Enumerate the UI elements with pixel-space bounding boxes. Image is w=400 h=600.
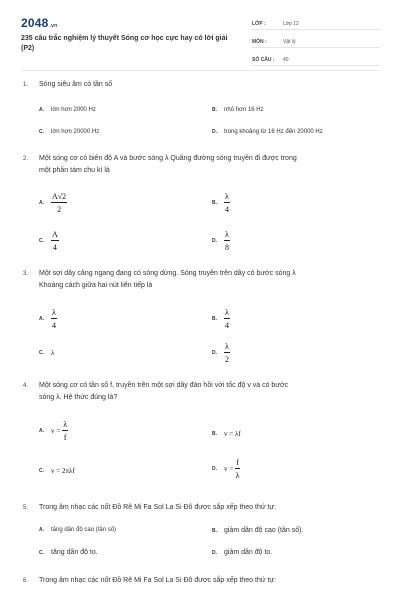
question-5-option-b[interactable] (212, 527, 303, 534)
question-1-option-a[interactable] (39, 107, 96, 113)
question-5-text: Trong âm nhạc các nốt Đồ Rê Mi Fa Sol La Si Đô được sắp xếp theo thứ tự: (39, 504, 277, 511)
option-text: v = 2πλf (51, 467, 75, 475)
option-letter: A. (39, 428, 44, 434)
fraction-denominator: 4 (52, 243, 57, 252)
meta-subject-value: Vật lý (283, 39, 296, 45)
question-1-text: Sóng siêu âm có tần số (39, 81, 113, 88)
question-3-text-line-2: Khoảng cách giữa hai nút liên tiếp là (39, 282, 153, 289)
question-3-number: 3. (23, 271, 29, 277)
fraction-denominator: 2 (57, 205, 62, 214)
fraction-denominator: 4 (51, 321, 56, 330)
option-text: giảm dần độ cao (tần số). (224, 527, 304, 534)
option-letter: A. (39, 527, 44, 533)
fraction-numerator: λ (52, 308, 56, 317)
question-2-option-b[interactable] (212, 192, 230, 214)
question-4-option-d[interactable] (212, 458, 240, 480)
question-2-option-d[interactable] (212, 230, 230, 252)
option-letter: B. (212, 316, 217, 322)
question-4-text-line-2: sóng λ. Hệ thức đúng là? (39, 394, 118, 401)
document-meta (252, 15, 380, 69)
fraction-numerator: λ (225, 308, 229, 317)
question-4-option-b[interactable] (212, 430, 241, 438)
option-letter: C. (39, 129, 44, 135)
question-1-option-b[interactable] (212, 107, 264, 113)
option-letter: B. (212, 200, 217, 206)
option-text: trong khoảng từ 16 Hz đến 20000 Hz (224, 129, 323, 135)
meta-class-row (252, 15, 380, 30)
meta-count-row (252, 51, 380, 66)
question-1-option-c[interactable] (39, 129, 99, 135)
question-4-number: 4. (23, 383, 29, 389)
question-1-option-d[interactable] (212, 129, 323, 135)
option-text: λ (51, 349, 55, 357)
meta-subject-label: MÔN : (252, 39, 267, 45)
option-letter: B. (212, 431, 217, 437)
fraction-numerator: f (236, 458, 239, 467)
logo-text: 2048 (21, 16, 49, 30)
option-letter: C. (39, 238, 44, 244)
fraction-numerator: λ (63, 420, 68, 429)
question-1-number: 1. (23, 82, 29, 88)
question-3-option-b[interactable] (212, 308, 230, 330)
fraction-denominator: λ (235, 471, 240, 480)
option-letter: D. (212, 129, 217, 135)
option-text: lớn hơn 20000 Hz (51, 129, 100, 135)
option-text: giảm dần độ to. (224, 549, 273, 556)
option-text: nhỏ hơn 16 Hz (224, 107, 264, 113)
question-2-text-line-1: Một sóng cơ có biên độ A và bước sóng λ Quãng đường sóng truyền đi được trong (39, 155, 297, 162)
option-letter: A. (39, 316, 44, 322)
option-letter: D. (212, 549, 217, 556)
question-2-text (39, 153, 297, 177)
question-4-text-line-1: Một sóng cơ có tần số f, truyền trên một sợi dây đàn hồi với tốc độ v và có bước (39, 382, 289, 389)
question-6-number: 6. (23, 578, 29, 584)
fraction-denominator: 8 (224, 243, 229, 252)
question-6-text: Trong âm nhạc các nốt Đồ Rê Mi Fa Sol La Si Đô được sắp xếp theo thứ tự: (39, 577, 277, 584)
question-4-text (39, 380, 288, 404)
option-letter: D. (212, 350, 217, 356)
question-5-option-d[interactable] (212, 549, 272, 556)
question-2-option-a[interactable] (39, 192, 67, 214)
question-2-number: 2. (23, 156, 29, 162)
fraction-numerator: A (52, 230, 58, 239)
question-2-option-c[interactable] (39, 230, 59, 252)
question-3-option-c[interactable] (39, 349, 54, 357)
question-4-option-c[interactable] (39, 467, 75, 475)
formula-lhs: v = (51, 427, 61, 435)
option-text: tăng dần độ cao (tần số) (51, 527, 117, 533)
option-fraction (224, 342, 230, 364)
option-letter: C. (39, 468, 44, 474)
question-4-option-a[interactable] (39, 420, 68, 442)
option-letter: D. (212, 238, 217, 244)
meta-count-label: SỐ CÂU : (252, 57, 275, 63)
fraction-numerator: λ (225, 342, 229, 351)
meta-class-value: Lớp 12 (283, 21, 299, 27)
meta-count-value: 40 (283, 57, 289, 63)
option-letter: C. (39, 350, 44, 356)
question-2-text-line-2: một phần tám chu kì là (39, 167, 110, 174)
header-divider (21, 70, 379, 71)
question-3-text (39, 268, 296, 292)
option-fraction (224, 192, 230, 214)
option-fraction (235, 458, 240, 480)
fraction-numerator: A√2 (52, 192, 67, 201)
question-5-number: 5. (23, 505, 29, 511)
option-letter: B. (212, 527, 217, 534)
fraction-denominator: 4 (224, 205, 229, 214)
fraction-denominator: f (63, 433, 67, 442)
question-3-text-line-1: Một sợi dây căng ngang đang có sóng dừng. Sóng truyền trên dây có bước sóng λ (39, 270, 296, 277)
option-text: v = λf (224, 430, 241, 438)
option-letter: D. (212, 466, 217, 472)
option-fraction (224, 230, 230, 252)
question-5-option-c[interactable] (39, 549, 98, 556)
question-5-option-a[interactable] (39, 527, 116, 533)
logo-suffix: .vn (49, 23, 58, 29)
formula-lhs: v = (224, 465, 234, 473)
option-text: lớn hơn 2000 Hz (51, 107, 96, 113)
fraction-denominator: 4 (224, 321, 229, 330)
option-letter: A. (39, 200, 44, 206)
fraction-numerator: λ (225, 230, 229, 239)
option-letter: C. (39, 549, 44, 556)
meta-subject-row (252, 33, 380, 48)
option-fraction (51, 192, 67, 214)
question-3-option-d[interactable] (212, 342, 230, 364)
option-letter: A. (39, 107, 44, 113)
question-3-option-a[interactable] (39, 308, 57, 330)
option-fraction (224, 308, 230, 330)
option-fraction (62, 420, 68, 442)
site-logo[interactable] (21, 16, 57, 30)
option-fraction (51, 230, 59, 252)
fraction-numerator: λ (225, 192, 229, 201)
fraction-denominator: 2 (224, 355, 229, 364)
option-fraction (51, 308, 57, 330)
option-text: tăng dần độ to. (51, 549, 98, 556)
meta-class-label: LỚP : (252, 21, 266, 27)
option-letter: B. (212, 107, 217, 113)
document-title: 235 câu trắc nghiệm lý thuyết Sóng cơ học cực hay có lời giải (P2) (21, 35, 228, 52)
